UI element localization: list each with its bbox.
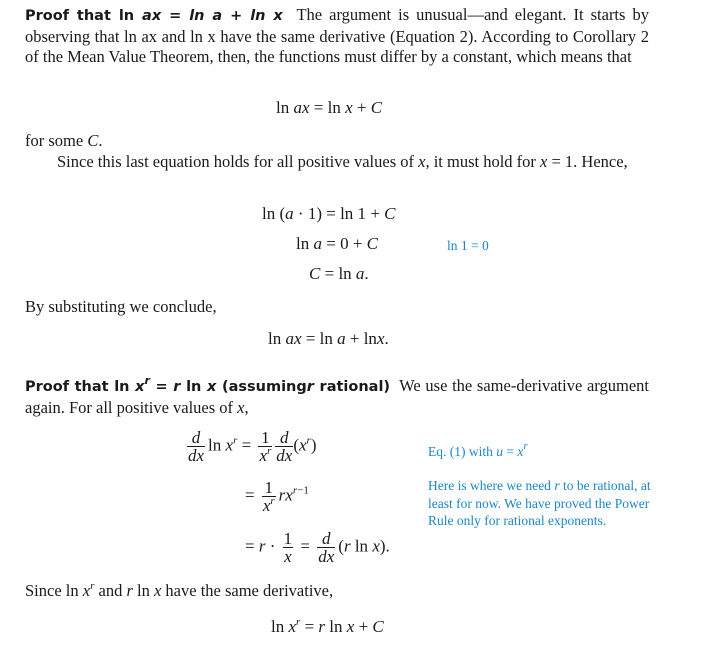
equation-derivative-ln-xr: $\frac{d}{dx}$ $\ln x^r$ = $\frac{1}{x^r}$ $\frac{d}{dx}$ $(x^r)$	[188, 428, 317, 465]
proof-heading-1: Proof that ln ax = ln a + ln x	[25, 8, 283, 24]
equation-derivative-step-3: = r · $\frac{1}{x}$ = $\frac{d}{dx}$ (r ln x).	[245, 529, 390, 566]
proof-heading-2: Proof that $\ln x^r = r$ ln x (assumingr rational)	[25, 374, 391, 395]
by-substituting-text: By substituting we conclude,	[25, 297, 217, 316]
for-some-c-text: for some C.	[25, 131, 103, 150]
proof-paragraph-2: Proof that $\ln x^r = r$ ln x (assumingr rational) We use the same-derivative argument again. For all positive values of x,	[25, 374, 649, 417]
equation-ln-a-0-c: ln a = 0 + C	[296, 234, 379, 253]
note-ln1-equals-0: ln 1 = 0	[447, 238, 489, 253]
since-equation-holds-text: Since this last equation holds for all positive values of x, it must hold for x = 1. Hence,	[57, 152, 628, 171]
equation-ln-a-times-1: ln (a · 1) = ln 1 + C	[262, 204, 396, 223]
same-derivative-text: Since $\ln x^r$ and r ln x have the same derivative,	[25, 580, 334, 600]
equation-lnax-lnx-c: ln ax = ln x + C	[276, 98, 383, 117]
note-eq1-with-u: Eq. (1) with $u = x^r$	[428, 440, 528, 459]
equation-c-ln-a: C = ln a.	[309, 264, 369, 283]
proof-paragraph-1	[25, 5, 649, 68]
equation-ln-xr-r-lnx-c: $\ln x^r = r$ ln x + C	[271, 616, 384, 636]
equation-derivative-step-2: = $\frac{1}{x^r}$ $rx^{r-1}$	[245, 478, 309, 515]
proof-2-intro-text: We use the same-derivative argument again. For all positive values of	[25, 376, 649, 417]
proof-1-intro-text: The argument is unusual—and elegant. It starts by observing that ln ax and ln x have the same derivative (Equation 2). According to Corollary 2 of the Mean Value Theorem, then, the functions must differ by a constant, which means that	[25, 5, 649, 66]
equation-lnax-lna-lnx: ln ax = ln a + lnx.	[268, 329, 389, 348]
note-r-rational: Here is where we need r to be rational, at least for now. We have proved the Power Rule only for rational exponents.	[428, 478, 651, 528]
